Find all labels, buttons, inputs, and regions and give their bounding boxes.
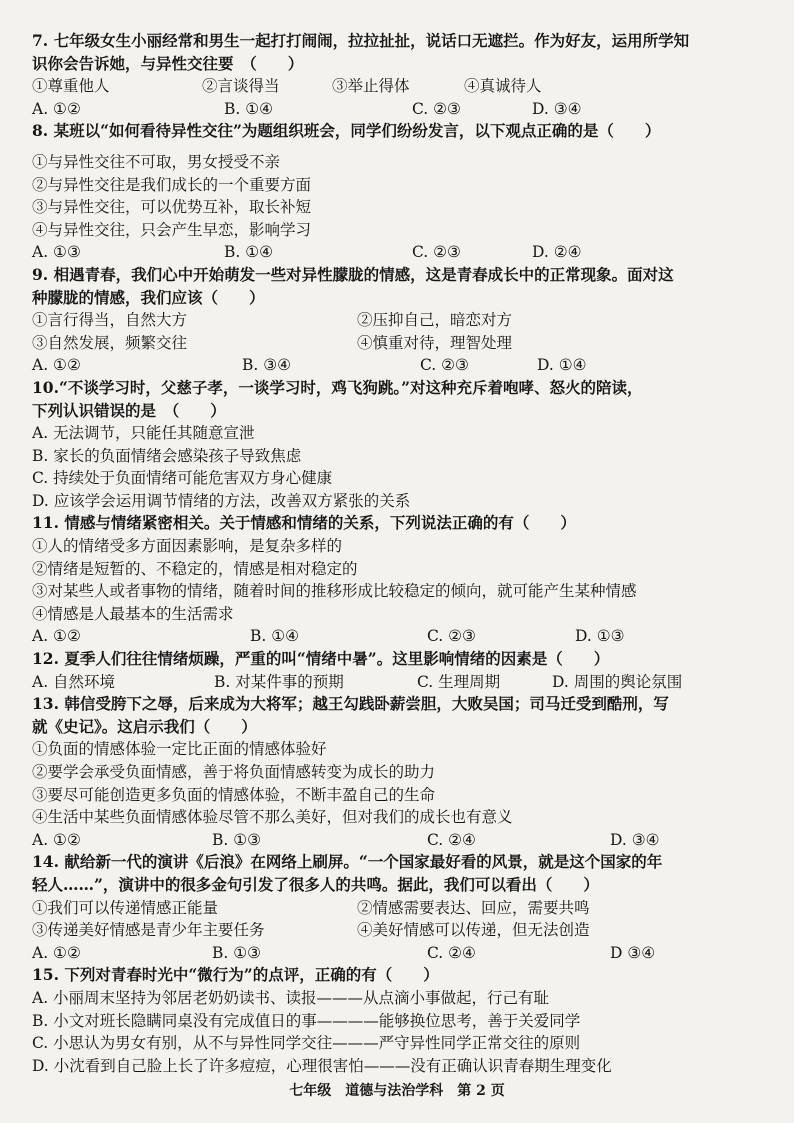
q13-stem-line-2: 就《史记》。这启示我们（ ）	[32, 716, 257, 736]
q11-option-a: A. ①②	[32, 627, 81, 646]
q9-stem-line-1: 9. 相遇青春，我们心中开始萌发一些对异性朦胧的情感，这是青春成长中的正常现象。面对这	[32, 264, 674, 284]
question-list	[32, 30, 772, 1077]
q7-item-4: ④真诚待人	[464, 77, 542, 96]
q9-item-3: ③自然发展，频繁交往	[32, 333, 188, 352]
q7-item-1: ①尊重他人	[32, 77, 110, 96]
q13-item-3: ③要尽可能创造更多负面的情感体验，不断丰盈自己的生命	[32, 785, 436, 804]
q7-stem-line-2: 识你会告诉她，与异性交往要 （ ）	[32, 53, 304, 73]
q15-option-a: A. 小丽周末坚持为邻居老奶奶读书、读报———从点滴小事做起，行己有耻	[32, 988, 550, 1007]
q7-option-d: D. ③④	[532, 99, 582, 118]
q15-stem-line-1: 15. 下列对青春时光中“微行为”的点评，正确的有（ ）	[32, 965, 439, 985]
q7-items-row	[32, 75, 772, 98]
q8-item-4: ④与异性交往，只会产生早恋，影响学习	[32, 220, 312, 239]
q11-item-3: ③对某些人或者事物的情绪，随着时间的推移形成比较稳定的倾向，就可能产生某种情感	[32, 582, 637, 601]
q14-option-c: C. ②④	[427, 943, 476, 962]
q11-options-row	[32, 625, 772, 648]
q7-options-row	[32, 98, 772, 121]
q13-option-d: D. ③④	[610, 830, 660, 849]
q12-stem-line-1: 12. 夏季人们往往情绪烦躁，严重的叫“情绪中暑”。这里影响情绪的因素是（ ）	[32, 649, 610, 669]
q14-options-row	[32, 942, 772, 965]
q7-item-2: ②言谈得当	[202, 77, 280, 96]
q8-option-c: C. ②③	[412, 243, 461, 262]
q7-stem-line-1: 7. 七年级女生小丽经常和男生一起打打闹闹，拉拉扯扯，说话口无遮拦。作为好友，运用所学知	[32, 31, 690, 50]
q13-option-c: C. ②④	[427, 830, 476, 849]
q8-item-3: ③与异性交往，可以优势互补，取长补短	[32, 198, 312, 217]
q14-items-row-2	[32, 919, 772, 942]
q9-items-row-2	[32, 332, 772, 355]
q9-item-2: ②压抑自己，暗恋对方	[357, 311, 513, 330]
q11-option-c: C. ②③	[427, 627, 476, 646]
q14-item-4: ④美好情感可以传递，但无法创造	[357, 921, 590, 940]
q10-option-d: D. 应该学会运用调节情绪的方法，改善双方紧张的关系	[32, 491, 411, 510]
q15-option-d: D. 小沈看到自己脸上长了许多痘痘，心理很害怕———没有正确认识青春期生理变化	[32, 1056, 612, 1075]
q7-option-c: C. ②③	[412, 99, 461, 118]
q8-options-row	[32, 241, 772, 264]
q8-option-b: B. ①④	[224, 243, 274, 262]
q9-items-row-1	[32, 309, 772, 332]
q14-item-3: ③传递美好情感是青少年主要任务	[32, 921, 265, 940]
q12-option-b: B. 对某件事的预期	[214, 672, 344, 691]
q11-item-2: ②情绪是短暂的、不稳定的，情感是相对稳定的	[32, 559, 358, 578]
q10-option-b: B. 家长的负面情绪会感染孩子导致焦虑	[32, 446, 302, 465]
q13-option-b: B. ①③	[212, 830, 262, 849]
q9-item-4: ④慎重对待，理智处理	[357, 333, 513, 352]
q7-option-a: A. ①②	[32, 99, 81, 118]
q13-stem-line-1: 13. 韩信受胯下之辱，后来成为大将军；越王勾践卧薪尝胆，大败吴国；司马迁受到酷刑，写	[32, 694, 669, 714]
q10-option-c: C. 持续处于负面情绪可能危害双方身心健康	[32, 469, 333, 488]
q14-stem-line-2: 轻人……”，演讲中的很多金句引发了很多人的共鸣。据此，我们可以看出（ ）	[32, 874, 599, 894]
q14-option-b: B. ①③	[212, 943, 262, 962]
q11-item-1: ①人的情绪受多方面因素影响，是复杂多样的	[32, 537, 343, 556]
q12-options-row	[32, 671, 772, 694]
q9-option-d: D. ①④	[537, 356, 587, 375]
q8-option-a: A. ①③	[32, 243, 81, 262]
q10-stem-line-2: 下列认识错误的是 （ ）	[32, 400, 226, 420]
q14-item-1: ①我们可以传递情感正能量	[32, 898, 219, 917]
q13-item-4: ④生活中某些负面情感体验尽管不那么美好，但对我们的成长也有意义	[32, 808, 513, 827]
q13-option-a: A. ①②	[32, 830, 81, 849]
q9-option-b: B. ③④	[242, 356, 292, 375]
q8-item-2: ②与异性交往是我们成长的一个重要方面	[32, 175, 312, 194]
q9-item-1: ①言行得当，自然大方	[32, 311, 188, 330]
q11-stem-line-1: 11. 情感与情绪紧密相关。关于情感和情绪的关系，下列说法正确的有（ ）	[32, 513, 576, 533]
q8-option-d: D. ②④	[532, 243, 582, 262]
q7-option-b: B. ①④	[224, 99, 274, 118]
q8-stem-line-1: 8. 某班以“如何看待异性交往”为题组织班会，同学们纷纷发言，以下观点正确的是（ ）	[32, 121, 661, 141]
q14-items-row-1	[32, 897, 772, 920]
q13-item-2: ②要学会承受负面情感，善于将负面情感转变为成长的助力	[32, 763, 436, 781]
q14-stem-line-1: 14. 献给新一代的演讲《后浪》在网络上刷屏。“一个国家最好看的风景，就是这个国家的年	[32, 852, 663, 872]
q10-option-a: A. 无法调节，只能任其随意宣泄	[32, 424, 255, 443]
q9-option-a: A. ①②	[32, 356, 81, 375]
q11-item-4: ④情感是人最基本的生活需求	[32, 604, 234, 623]
q9-option-c: C. ②③	[420, 356, 469, 375]
q14-item-2: ②情感需要表达、回应，需要共鸣	[357, 898, 590, 917]
q8-item-1: ①与异性交往不可取，男女授受不亲	[32, 152, 281, 171]
page-footer: 七年级 道德与法治学科 第 2 页	[289, 1083, 505, 1099]
q12-option-c: C. 生理周期	[417, 672, 501, 691]
q11-option-d: D. ①③	[575, 627, 625, 646]
q14-option-d: D ③④	[610, 943, 656, 962]
q13-item-1: ①负面的情感体验一定比正面的情感体验好	[32, 740, 327, 759]
q7-item-3: ③举止得体	[332, 77, 410, 96]
q14-option-a: A. ①②	[32, 943, 81, 962]
q10-stem-line-1: 10.“不谈学习时，父慈子孝，一谈学习时，鸡飞狗跳。”对这种充斥着咆哮、怒火的陪读，	[32, 377, 643, 397]
q15-option-c: C. 小思认为男女有别，从不与异性同学交往———严守异性同学正常交往的原则	[32, 1034, 581, 1053]
q12-option-d: D. 周围的舆论氛围	[552, 672, 683, 691]
q12-option-a: A. 自然环境	[32, 672, 116, 691]
q13-options-row	[32, 829, 772, 852]
q11-option-b: B. ①④	[250, 627, 300, 646]
q9-options-row	[32, 354, 772, 377]
q9-stem-line-2: 种朦胧的情感，我们应该（ ）	[32, 287, 265, 307]
q15-option-b: B. 小文对班长隐瞒同桌没有完成值日的事————能够换位思考，善于关爱同学	[32, 1011, 581, 1030]
